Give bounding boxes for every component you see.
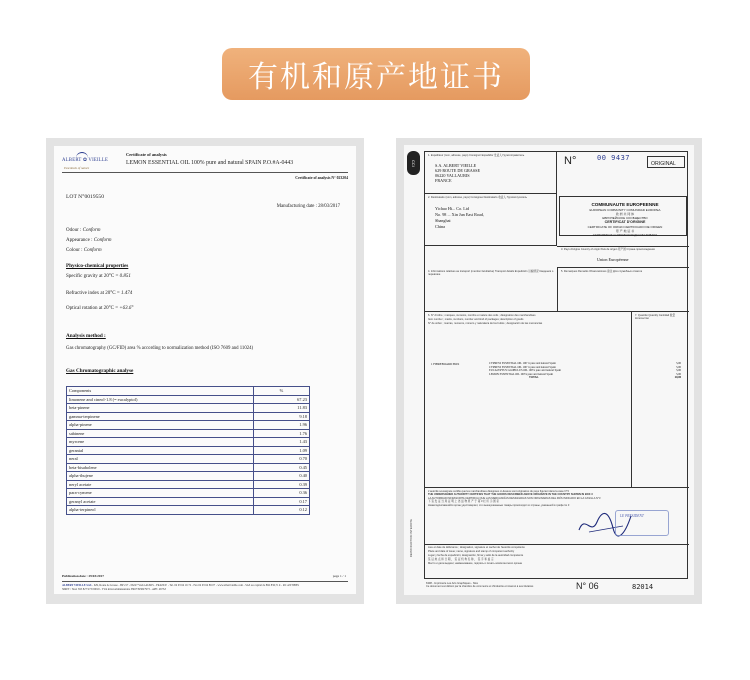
optical-rotation: Optical rotation at 20°C = +63.6° (66, 306, 134, 311)
goods-item-1: CYPRESS ESSENTIAL OIL 100 % pure and natural Spain (489, 362, 556, 365)
goods-item-4: LEMON ESSENTIAL OIL 100% pure and natural Spain (489, 372, 553, 376)
consignor-line-1: S.A. ALBERT VIEILLE (435, 163, 477, 168)
gc-component-percent: 1.76 (254, 429, 310, 438)
gc-component-name: neral (67, 455, 254, 464)
company-address: ALBERT VIEILLE SAS - 629, Route de Grasse - BP 217 - 06227 VALLAURIS - FRANCE - Tel. 04 93 64 16 72 - Fax 04 93 64 89 07 - www.albertvieille.com - SAS au capital de 892 836,71 € - RC ANTIBES SIRET / Siret 393 827 973 00019 - TVA intracommunautaire FR67393827973 - APE: 4675Z (62, 584, 299, 591)
remarks-label: 5. Remarques Remarks Observaciones 备注 Для служебных отметок (561, 270, 642, 273)
consignee-line-1: Yichao Hi... Co. Ltd (435, 206, 470, 211)
ca-title: Certificate of analysis (126, 152, 167, 157)
quantity-total: 20,00 (674, 376, 681, 380)
publication-date: Publication date : 29/03/2017 (62, 574, 104, 578)
goods-item-2: CYPRESS ESSENTIAL OIL 100 % pure and natural Spain (489, 365, 556, 369)
eu-line-4: CERTIFICAT D'ORIGINE (604, 220, 646, 224)
imprint (426, 582, 533, 588)
company-logo-text: ALBERT ✿ VIEILLE (62, 158, 109, 163)
certificate-of-origin-frame (396, 138, 702, 604)
certification-line-1: L'autorité soussignée certifie que les marchandises désignées ci-dessus sont originaires du pays figurant dans la case N°3 (428, 490, 569, 493)
gc-table-row (67, 506, 310, 515)
lot-number: LOT N°0019550 (66, 194, 105, 200)
eu-line-6: 原 产 地 证 书 (615, 229, 635, 233)
ca-number: Certificate of analysis N° 023204 (295, 176, 348, 180)
gc-table-row (67, 412, 310, 421)
gc-component-percent: 1.09 (254, 446, 310, 455)
company-tagline: Essentials of nature (64, 166, 90, 170)
appearance-row: Appearance : Conform (66, 238, 112, 243)
consignee-label: 2. Destinataire (nom, adresse, pays) Consignee Destinatario 收货人 Грузополучатель (428, 196, 527, 199)
specific-gravity: Specific gravity at 20°C = 0.851 (66, 274, 131, 279)
banner-title: 有机和原产地证书 (222, 48, 530, 100)
gc-table-row (67, 472, 310, 481)
gc-component-name: limonene and cineol-1.8 (= eucalyptol) (67, 395, 254, 404)
gc-component-name: gamma-terpinene (67, 412, 254, 421)
gc-table-row (67, 480, 310, 489)
origin-form (424, 151, 688, 579)
quantity-divider (631, 312, 632, 488)
goods-list (489, 362, 561, 380)
consignee-line-3: Shanghai (435, 218, 451, 223)
serial-number-bottom: 82014 (632, 583, 654, 591)
country-origin-label: 3. Pays d'origine Country of origin País de origen 原产国 Страна происхождения (561, 248, 655, 251)
consignee-line-2: No. 98 ... Xin Jun East Road, (435, 212, 484, 217)
gc-table-row (67, 455, 310, 464)
refractive-index: Refractive index at 20°C = 1.474 (66, 291, 133, 296)
analysis-text: Gas chromatography (GC/FID) area % according to normalization method (ISO 7609 and 11024) (66, 346, 254, 351)
eu-line-2: 欧 洲 共 同 体 (615, 212, 635, 216)
stamp-text: LE PRESIDENT (620, 514, 644, 518)
gc-col-components: Components (67, 387, 254, 396)
gc-component-name: alpha-pinene (67, 421, 254, 430)
eu-line-5: CERTIFICATE OF ORIGIN CERTIFICADO DE ORIGEN (587, 225, 663, 229)
gc-component-percent: 1.43 (254, 438, 310, 447)
gc-component-percent: 1.96 (254, 421, 310, 430)
gc-component-name: sabinene (67, 429, 254, 438)
quantity-label: 7. Quantité Quantity Cantidad 数量 Количество (635, 314, 676, 321)
gc-component-percent: 0.45 (254, 463, 310, 472)
gc-component-name: beta-bisabolene (67, 463, 254, 472)
package-marks: 1 FIBREBOARD BOX (431, 362, 460, 366)
consignor-line-4: FRANCE (435, 178, 452, 183)
certification-line-4: 下 签 发 证 当 局 证 明 上 述 货 物 原 产 于 第 3 栏 所 示 国 家 (428, 500, 500, 503)
gc-table-body (67, 395, 310, 514)
gc-component-percent: 0.36 (254, 489, 310, 498)
quantity-2: 5,00 (676, 365, 681, 369)
consignor-label: 1. Expéditeur (nom, adresse, pays) Consignor Expedidor 发货人 Грузоотправитель (428, 154, 525, 157)
gc-component-name: geranyl acetate (67, 497, 254, 506)
no-label-bottom: N° 06 (576, 581, 599, 591)
consignor-line-3: 06220 VALLAURIS (435, 173, 470, 178)
goods-item-3: EUCALYPTUS GLOBULUS OIL 100% pure and natural Spain (489, 369, 561, 373)
odour-row: Odour : Conform (66, 228, 101, 233)
imprint-line-1: 6308 - Imprimerie Les Arts Graphiques - Nice (426, 582, 479, 585)
analysis-heading: Analysis method : (66, 333, 106, 339)
certification-line-5: Нижеподписавшийся орган удостоверяет, что вышеуказанные товары происходят из страны, указанной в графе № 3 (428, 504, 570, 507)
issue-line-5: Место и дата выдачи; наименование, подпись и печать компетентного органа (428, 562, 522, 565)
remarks-divider (557, 268, 558, 312)
country-origin-value: Union Européenne (597, 257, 629, 262)
gc-component-name: alpha-terpineol (67, 506, 254, 515)
quantity-4: 5,00 (676, 372, 681, 376)
gc-table-row (67, 421, 310, 430)
eu-line-7: СЕРТИФИКАТ О ПРОИСХОЖДЕНИИ ТОВАРА (592, 233, 658, 237)
certification-line-2: THE UNDERSIGNED AUTHORITY CERTIFIES THAT THE GOODS DESCRIBED ABOVE ORIGINATE IN THE COUNTRY SHOWN IN BOX 3 (428, 493, 593, 496)
gc-component-name: neryl acetate (67, 480, 254, 489)
goods-label-3: N° de orden ; marcas, numeros, número y naturaleza de los bultos ; designación de las mercancías (428, 322, 543, 325)
header-divider (62, 172, 348, 173)
goods-label-1: 6. N° d'ordre ; marques, numéros, nombre et nature des colis ; désignation des marchandises (428, 314, 536, 317)
page-number: page 1 / 1 (332, 574, 346, 578)
certificate-of-analysis (54, 146, 356, 594)
certificate-of-origin (404, 145, 694, 595)
eu-title: COMMUNAUTE EUROPEENNE (591, 202, 659, 207)
gc-table-row (67, 404, 310, 413)
eu-line-1: EUROPEAN COMMUNITY COMUNIDAD EUROPEA (589, 208, 661, 212)
gc-component-name: beta-pinene (67, 404, 254, 413)
goods-label-2: Item number ; marks, numbers, number and kind of packages; description of goods (428, 318, 524, 321)
side-text: REPRODUCTION INTERDITE (409, 519, 413, 558)
eu-line-3: ЕВРОПЕЙСКОЕ СООБЩЕСТВО (602, 216, 648, 220)
gc-component-percent: 0.39 (254, 480, 310, 489)
product-line: LEMON ESSENTIAL OIL 100% pure and natural SPAIN P.O.#A-0443 (126, 160, 294, 166)
gc-component-name: myrcene (67, 438, 254, 447)
gc-table-row (67, 463, 310, 472)
issue-line-1: Lieu et date de délivrance ; désignation, signature et cachet de l'autorité compétente (428, 546, 525, 549)
physico-heading: Physico-chemical properties (66, 263, 129, 269)
goods-box (425, 312, 689, 488)
serial-number-top: 00 9437 (597, 154, 631, 162)
gc-table-row (67, 429, 310, 438)
gc-table-row (67, 395, 310, 404)
issue-line-2: Place and date of issue; name, signature and stamp of competent authority (428, 550, 515, 553)
gc-col-percent: % (254, 387, 310, 396)
transport-label: 4. Informations relatives au transport (mention facultative) Transport details Expedición 运输情况 Сведения о перевозке (428, 270, 554, 277)
no-label-top: N° (564, 155, 577, 167)
gc-component-percent: 0.12 (254, 506, 310, 515)
gc-component-percent: 0.40 (254, 472, 310, 481)
gc-component-name: para-cymene (67, 489, 254, 498)
gc-table-row (67, 438, 310, 447)
colour-row: Colour : Conform (66, 248, 102, 253)
gc-table-row (67, 446, 310, 455)
gc-component-percent: 0.70 (254, 455, 310, 464)
gc-component-name: alpha-thujene (67, 472, 254, 481)
imprint-line-2: Ce document est délivré par la chambre de commerce et d'industrie et réservé à ses titulaires (426, 585, 534, 589)
quantity-3: 5,00 (676, 369, 681, 373)
gc-table (66, 386, 310, 515)
gc-table-header (67, 387, 310, 396)
certificate-of-analysis-frame (46, 138, 364, 604)
issue-line-4: 签 证 地 点 和 日 期 ， 签 证 机 构 名 称 ， 签 字 和 盖 章 (428, 558, 494, 561)
certification-line-3: LA AUTORIDAD INFRASCRITA CERTIFICA QUE LAS MERCANCÍAS DESIGNADAS SON ORIGINARIAS DEL PAÍS INDICADO EN LA CASILLA N°3 (428, 497, 601, 500)
gc-table-row (67, 489, 310, 498)
issue-line-3: Lugar y fecha de expedición; designación, firma y sello de la autoridad competente (428, 554, 524, 557)
gc-component-percent: 67.23 (254, 395, 310, 404)
gc-component-percent: 0.17 (254, 497, 310, 506)
quantity-list (661, 362, 681, 380)
gc-component-percent: 11.83 (254, 404, 310, 413)
quantity-1: 5,00 (676, 362, 681, 365)
footer-divider (62, 581, 348, 582)
original-label: ORIGINAL (651, 161, 676, 167)
gc-component-name: geranial (67, 446, 254, 455)
consignor-line-2: 629 ROUTE DE GRASSE (435, 168, 481, 173)
gc-component-percent: 9.18 (254, 412, 310, 421)
gc-heading: Gas Chromatographic analyse (66, 368, 134, 374)
manufacturing-date: Manufacturing date : 28/03/2017 (276, 204, 340, 209)
consignee-line-4: China (435, 224, 446, 229)
cci-logo-icon: CCI (407, 151, 420, 175)
goods-total-label: TOTAL (529, 376, 539, 380)
gc-table-row (67, 497, 310, 506)
